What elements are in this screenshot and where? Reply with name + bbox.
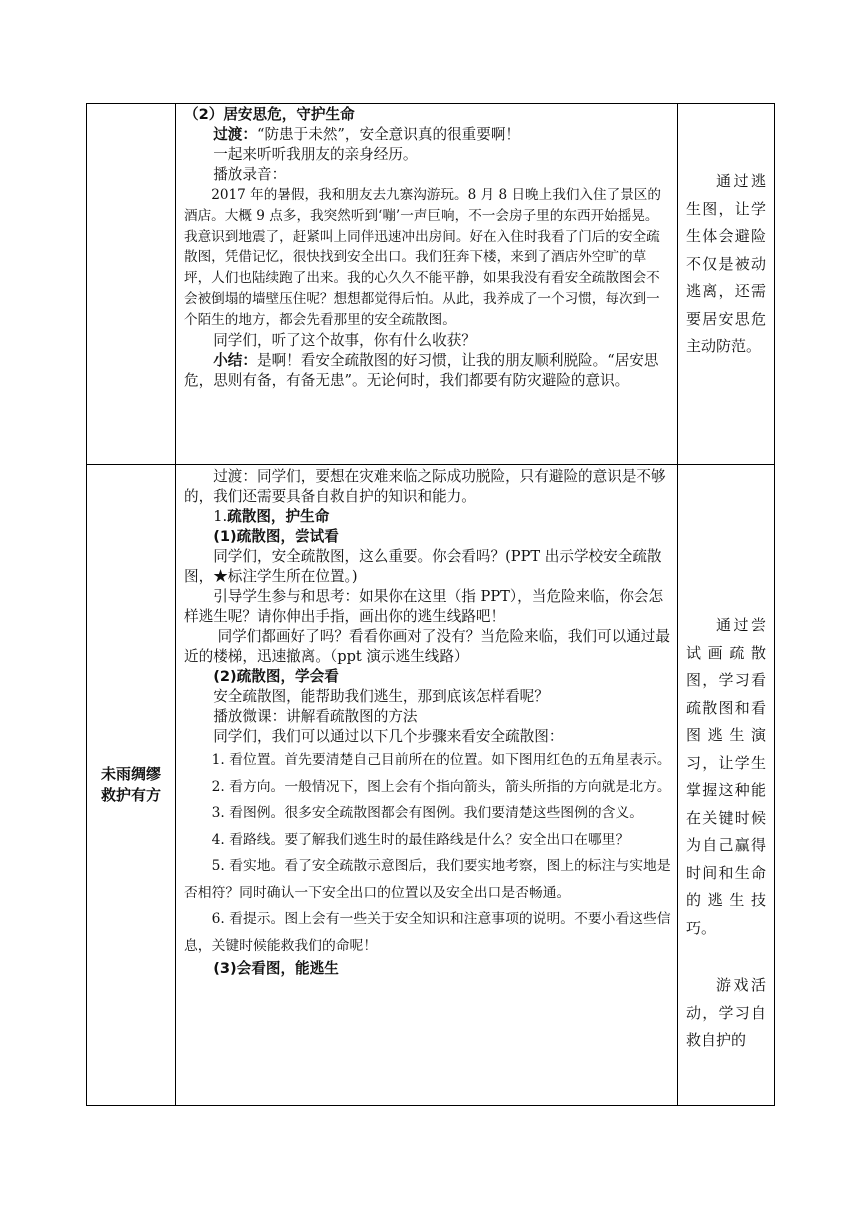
paragraph xyxy=(184,527,671,547)
design-note xyxy=(678,104,774,361)
section-label xyxy=(101,764,161,806)
text-run: 一起来听听我朋友的亲身经历。 xyxy=(213,146,418,163)
design-note xyxy=(678,465,774,1055)
text-run: (3)会看图，能逃生 xyxy=(213,960,339,977)
paragraph xyxy=(184,105,671,125)
text-run: 是啊！看安全疏散图的好习惯，让我的朋友顺利脱险。“居安思危，思则有备，有备无患”。无论何时，我们都要有防灾避险的意识。 xyxy=(184,351,659,389)
section-label-line: 救护有方 xyxy=(100,786,161,804)
text-run: 疏散图，护生命 xyxy=(227,508,330,525)
text-run: 播放录音： xyxy=(213,166,287,183)
lesson-plan-table xyxy=(86,103,775,1106)
section-label-cell xyxy=(87,104,176,465)
text-run: 6. 看提示。图上会有一些关于安全知识和注意事项的说明。不要小看这些信息，关键时候能救我们的命呢！ xyxy=(184,911,671,954)
paragraph xyxy=(184,827,671,854)
paragraph xyxy=(184,959,671,979)
text-run: (1)疏散图，尝试看 xyxy=(213,528,339,545)
paragraph xyxy=(184,747,671,774)
paragraph xyxy=(184,125,671,145)
section-label-line: 未雨绸缪 xyxy=(100,765,161,783)
text-run: 4. 看路线。要了解我们逃生时的最佳路线是什么？安全出口在哪里？ xyxy=(211,831,630,848)
paragraph xyxy=(184,687,671,707)
paragraph xyxy=(184,507,671,527)
text-run: 安全疏散图，能帮助我们逃生，那到底该怎样看呢？ xyxy=(213,688,549,705)
paragraph xyxy=(184,800,671,827)
paragraph xyxy=(184,587,671,627)
paragraph xyxy=(184,185,671,331)
design-note-cell xyxy=(678,465,775,1106)
text-run: 同学们，我们可以通过以下几个步骤来看安全疏散图： xyxy=(213,728,564,745)
paragraph xyxy=(184,165,671,185)
table-row xyxy=(87,104,775,465)
paragraph xyxy=(184,145,671,165)
text-run: 1. xyxy=(213,508,228,525)
paragraph xyxy=(184,547,671,587)
text-run: 小结： xyxy=(213,351,257,369)
table-row xyxy=(87,465,775,1106)
paragraph xyxy=(184,667,671,687)
design-note-text: 通过逃生图，让学生体会避险不仅是被动逃离，还需要居安思危主动防范。 xyxy=(686,172,766,355)
teaching-content-cell xyxy=(176,465,678,1106)
paragraph xyxy=(184,906,671,959)
paragraph xyxy=(184,774,671,801)
text-run: 1. 看位置。首先要清楚自己目前所在的位置。如下图用红色的五角星表示。 xyxy=(211,752,671,768)
paragraph xyxy=(184,707,671,727)
text-run: 同学们都画好了吗？看看你画对了没有？当危险来临，我们可以通过最近的楼梯，迅速撤离。（ppt 演示逃生线路） xyxy=(184,628,670,665)
text-run: 同学们，安全疏散图，这么重要。你会看吗？(PPT 出示学校安全疏散图，★标注学生所在位置。) xyxy=(184,548,662,585)
paragraph xyxy=(184,727,671,747)
text-run: 3. 看图例。很多安全疏散图都会有图例。我们要清楚这些图例的含义。 xyxy=(211,805,644,821)
section-label-cell xyxy=(87,465,176,1106)
text-run: （2）居安思危，守护生命 xyxy=(184,106,355,123)
teaching-content xyxy=(176,104,677,391)
text-run: 过渡：同学们，要想在灾难来临之际成功脱险，只有避险的意识是不够的，我们还需要具备自救自护的知识和能力。 xyxy=(184,468,666,505)
text-run: 2017 年的暑假，我和朋友去九寨沟游玩。8 月 8 日晚上我们入住了景区的酒店。大概 9 点多，我突然听到‘嘣’一声巨响，不一会房子里的东西开始摇晃。我意识到地震了，赶紧叫上同伴迅速冲出房间。好在入住时我看了门后的安全疏散图，凭借记忆，很快找到安全出口。我们狂奔下楼，来到了酒店外空旷的草坪，人们也陆续跑了出来。我的心久久不能平静，如果我没有看安全疏散图会不会被倒塌的墙壁压住呢？想想都觉得后怕。从此，我养成了一个习惯，每次到一个陌生的地方，都会先看那里的安全疏散图。 xyxy=(184,187,661,328)
design-note-text: 通过尝试画疏散图，学习看疏散图和看图逃生演习，让学生掌握这种能在关键时候为自己赢得时间和生命的逃生技巧。 xyxy=(686,616,766,937)
teaching-content xyxy=(176,465,677,979)
paragraph xyxy=(184,351,671,391)
paragraph xyxy=(184,331,671,351)
design-note-text: 游戏活动，学习自救自护的 xyxy=(686,976,766,1049)
text-run: 2. 看方向。一般情况下，图上会有个指向箭头，箭头所指的方向就是北方。 xyxy=(211,778,671,795)
text-run: 过渡： xyxy=(213,126,257,143)
paragraph xyxy=(184,627,671,667)
text-run: 播放微课：讲解看疏散图的方法 xyxy=(213,708,418,725)
text-run: 同学们，听了这个故事，你有什么收获？ xyxy=(213,331,476,349)
text-run: (2)疏散图，学会看 xyxy=(213,668,339,685)
paragraph xyxy=(184,853,671,906)
teaching-content-cell xyxy=(176,104,678,465)
design-note-cell xyxy=(678,104,775,465)
text-run: 引导学生参与和思考：如果你在这里（指 PPT），当危险来临，你会怎样逃生呢？请你伸出手指，画出你的逃生线路吧！ xyxy=(184,588,664,625)
text-run: 5. 看实地。看了安全疏散示意图后，我们要实地考察，图上的标注与实地是否相符？同时确认一下安全出口的位置以及安全出口是否畅通。 xyxy=(184,858,671,901)
text-run: “防患于未然”，安全意识真的很重要啊！ xyxy=(256,126,521,143)
paragraph xyxy=(184,467,671,507)
